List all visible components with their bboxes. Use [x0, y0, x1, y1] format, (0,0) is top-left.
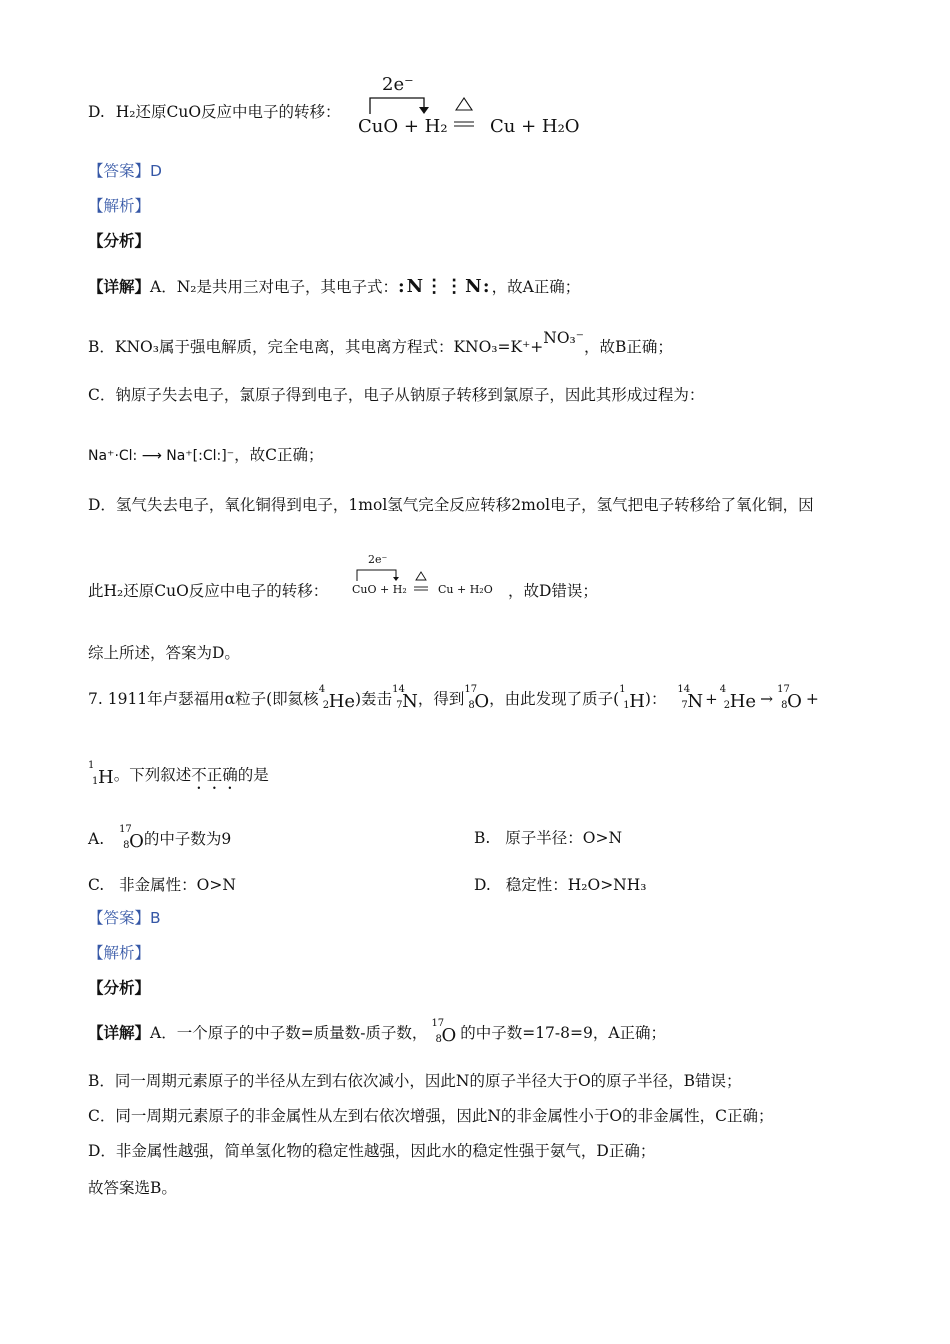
electron-label-small: 2e⁻	[368, 553, 388, 566]
stem-text: )：	[644, 690, 667, 708]
option-text: 非金属性：O>N	[119, 876, 236, 894]
q7-jiexi: 【解析】	[88, 944, 151, 962]
detail-text: B．KNO₃属于强电解质，完全电离，其电离方程式：KNO₃=K⁺+	[88, 338, 544, 356]
q6-detail-d: D．氢气失去电子，氧化铜得到电子，1mol氢气完全反应转移2mol电子，氢气把电子转移给了氧化铜，因	[88, 496, 814, 514]
reaction-arrow: →	[760, 690, 774, 708]
option-text: 稳定性：H₂O>NH₃	[505, 876, 647, 894]
q6-detail-d2	[88, 580, 328, 602]
q7-option-d	[474, 874, 646, 896]
detail-text: 此H₂还原CuO反应中电子的转移：	[88, 582, 329, 600]
q7-fenxi: 【分析】	[88, 978, 151, 997]
detail-text-end: ，故B正确；	[583, 338, 673, 356]
q6-detail-c: C．钠原子失去电子，氯原子得到电子，电子从钠原子转移到氯原子，因此其形成过程为：	[88, 386, 705, 404]
equation-left: CuO + H₂	[358, 116, 448, 137]
equation-left-small: CuO + H₂	[352, 583, 407, 596]
oxygen-nuclide-option: 17 8 O	[119, 824, 144, 852]
equation-right: Cu + H₂O	[490, 116, 580, 137]
option-label: B.	[474, 829, 491, 847]
electron-transfer-diagram-small	[350, 553, 500, 603]
q7-conclusion: 故答案选B。	[88, 1179, 177, 1197]
oxygen-nuclide: 17 8 O	[464, 684, 490, 712]
q7-answer: 【答案】B	[88, 909, 161, 927]
option-label: D.	[88, 103, 105, 121]
option-text: 原子半径：O>N	[505, 829, 623, 847]
hydrogen-nuclide: 1 1 H	[619, 684, 645, 712]
q6-detail-a	[88, 276, 580, 298]
emphasis-text: 不正确	[191, 766, 238, 784]
q6-answer: 【答案】D	[88, 162, 162, 180]
stem-text: ，由此发现了质子(	[489, 690, 620, 708]
q7-detail-b: B．同一周期元素原子的半径从左到右依次减小，因此N的原子半径大于O的原子半径，B错误；	[88, 1072, 742, 1090]
detail-text-end: ，故C正确；	[234, 446, 324, 464]
option-label: C.	[88, 876, 105, 894]
detail-head: 【详解】	[88, 1023, 151, 1042]
q6-detail-b	[88, 329, 673, 358]
q7-option-a	[88, 824, 231, 854]
helium-nuclide-eq: 4 2 He	[719, 684, 757, 712]
nitrogen-nuclide: 14 7 N	[392, 684, 418, 712]
detail-text-end: 的中子数=17-8=9，A正确；	[460, 1024, 667, 1042]
nitrate-ion: NO₃⁻	[543, 329, 584, 347]
q6-detail-c-process	[88, 444, 323, 467]
oxygen-nuclide-eq: 17 8 O	[777, 684, 802, 712]
stem-text: )轰击	[355, 690, 393, 708]
q6-option-d	[88, 101, 341, 123]
equation-right-small: Cu + H₂O	[438, 583, 493, 596]
plus-sign: +	[705, 690, 718, 708]
nitrogen-nuclide-eq: 14 7 N	[677, 684, 704, 712]
plus-sign: +	[805, 690, 819, 708]
electron-label: 2e⁻	[382, 74, 414, 95]
detail-text: A．N₂是共用三对电子，其电子式：	[150, 278, 398, 296]
q6-detail-d2-end: ，故D错误；	[508, 582, 598, 600]
stem-text-end: 的是	[237, 766, 269, 784]
option-label: A.	[88, 830, 105, 848]
q7-detail-c: C．同一周期元素原子的非金属性从左到右依次增强，因此N的非金属性小于O的非金属性，C正确；	[88, 1107, 774, 1125]
q6-jiexi: 【解析】	[88, 197, 151, 215]
oxygen-nuclide-detail: 17 8 O	[431, 1018, 457, 1046]
option-text: H₂还原CuO反应中电子的转移：	[115, 103, 341, 121]
option-text: 的中子数为9	[143, 830, 232, 848]
stem-text: 。下列叙述	[113, 766, 192, 784]
q6-summary: 综上所述，答案为D。	[88, 644, 240, 662]
stem-text: 7. 1911年卢瑟福用α粒子(即氦核	[88, 690, 319, 708]
detail-text-end: ，故A正确；	[491, 278, 581, 296]
q7-option-b	[474, 827, 622, 849]
n2-electron-formula: :N⋮⋮N:	[398, 276, 492, 297]
helium-nuclide: 4 2 He	[318, 684, 356, 712]
electron-transfer-diagram-large	[356, 74, 596, 144]
q7-stem-cont	[88, 760, 269, 793]
detail-text: A．一个原子的中子数=质量数-质子数，	[150, 1024, 428, 1042]
hydrogen-nuclide-product: 1 1 H	[88, 760, 114, 788]
stem-text: ，得到	[417, 690, 465, 708]
q6-fenxi: 【分析】	[88, 231, 151, 250]
option-label: D.	[474, 876, 491, 894]
detail-head: 【详解】	[88, 277, 151, 296]
q7-stem	[88, 684, 819, 714]
q7-detail-d: D．非金属性越强，简单氢化物的稳定性越强，因此水的稳定性强于氨气，D正确；	[88, 1142, 656, 1160]
q7-detail-a	[88, 1018, 666, 1048]
nacl-formation-process: Na⁺·Cl: ⟶ Na⁺[:Cl:]⁻	[88, 448, 235, 464]
q7-option-c	[88, 874, 236, 896]
